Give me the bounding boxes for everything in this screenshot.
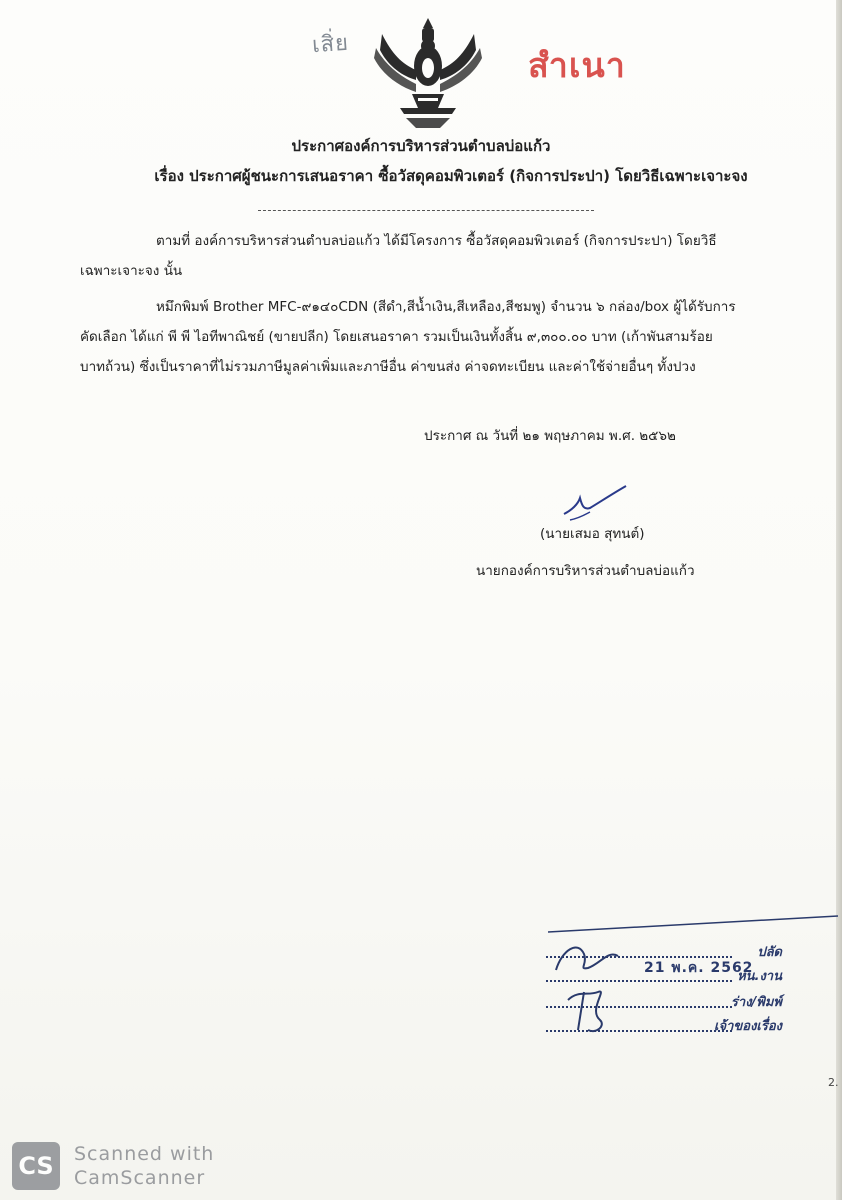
paragraph-2-line-2: คัดเลือก ได้แก่ พี พี ไอทีพาณิชย์ (ขายปลีก) โดยเสนอราคา รวมเป็นเงินทั้งสิ้น ๙,๓๐๐.๐๐ บาท (เก้าพันสามร้อย: [80, 329, 713, 345]
routing-label: หน.งาน: [737, 969, 782, 984]
corner-mark: 2.: [828, 1076, 839, 1089]
document-title: ประกาศองค์การบริหารส่วนตำบลบ่อแก้ว: [291, 137, 551, 155]
paragraph-2-line-1: หมึกพิมพ์ Brother MFC-๙๑๔๐CDN (สีดำ,สีน้ำเงิน,สีเหลือง,สีชมพู) จำนวน ๖ กล่อง/box ผู้ได้รับการ: [156, 299, 736, 315]
watermark-line-1: Scanned with: [74, 1143, 215, 1165]
paragraph-1-line-2: เฉพาะเจาะจง นั้น: [80, 263, 183, 279]
announcement-date: ประกาศ ณ วันที่ ๒๑ พฤษภาคม พ.ศ. ๒๕๖๒: [424, 428, 676, 444]
camscanner-logo-icon: CS: [12, 1142, 60, 1190]
camscanner-watermark: [74, 1142, 214, 1190]
garuda-emblem-icon: [372, 14, 484, 136]
routing-label: ปลัด: [757, 945, 782, 960]
routing-signature-scribble: [548, 930, 668, 1040]
paragraph-1-line-1: ตามที่ องค์การบริหารส่วนตำบลบ่อแก้ว ได้มีโครงการ ซื้อวัสดุคอมพิวเตอร์ (กิจการประปา) โดยวิธี: [156, 233, 717, 249]
signer-title: นายกองค์การบริหารส่วนตำบลบ่อแก้ว: [476, 563, 695, 579]
title-divider: [258, 210, 594, 211]
paragraph-2-line-3: บาทถ้วน) ซึ่งเป็นราคาที่ไม่รวมภาษีมูลค่าเพิ่มและภาษีอื่น ค่าขนส่ง ค่าจดทะเบียน และค่าใช้จ่ายอื่นๆ ทั้งปวง: [80, 359, 696, 375]
routing-date-stamp: 21 พ.ค. 2562: [644, 960, 754, 976]
document-subject: เรื่อง ประกาศผู้ชนะการเสนอราคา ซื้อวัสดุคอมพิวเตอร์ (กิจการประปา) โดยวิธีเฉพาะเจาะจง: [154, 167, 748, 185]
routing-label: เจ้าของเรื่อง: [714, 1019, 782, 1034]
handwritten-note: เสิ่ย: [311, 30, 350, 59]
watermark-line-2: CamScanner: [74, 1167, 206, 1189]
signer-name: (นายเสมอ สุทนต์): [540, 526, 645, 542]
signature-scribble: [560, 484, 630, 524]
routing-label: ร่าง/พิมพ์: [730, 995, 782, 1010]
copy-stamp: สำเนา: [528, 46, 626, 86]
